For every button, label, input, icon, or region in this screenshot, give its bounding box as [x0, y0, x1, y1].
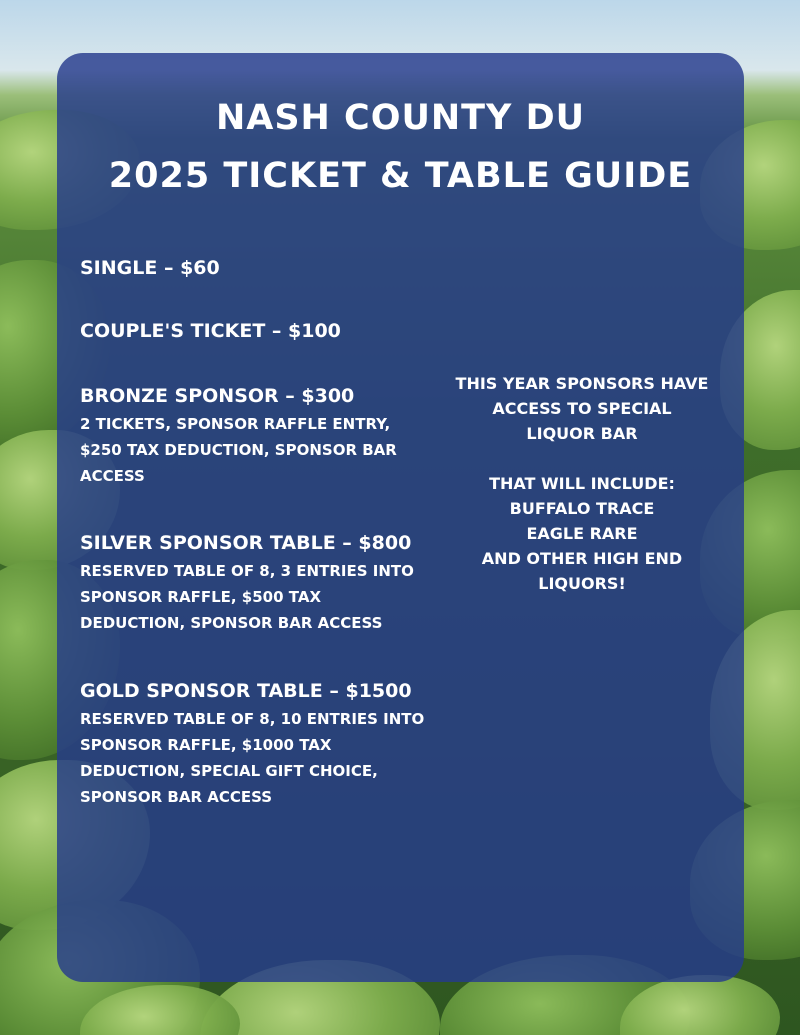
tier-name: BRONZE SPONSOR – $300: [80, 385, 355, 407]
tier-silver-sponsor-table: [80, 530, 430, 636]
sponsor-bar-intro: [442, 371, 722, 446]
tier-couples-ticket: [80, 318, 430, 344]
note-line: THIS YEAR SPONSORS HAVE: [455, 374, 709, 393]
tier-name: COUPLE'S TICKET – $100: [80, 320, 341, 342]
note-line: AND OTHER HIGH END: [481, 549, 683, 568]
tier-description: 2 TICKETS, SPONSOR RAFFLE ENTRY, $250 TAX DEDUCTION, SPONSOR BAR ACCESS: [80, 415, 397, 485]
liquor-list: [442, 471, 722, 596]
tier-description: RESERVED TABLE OF 8, 3 ENTRIES INTO SPONSOR RAFFLE, $500 TAX DEDUCTION, SPONSOR BAR ACCESS: [80, 562, 414, 632]
sponsor-bar-note: [442, 371, 722, 596]
page-title: [57, 89, 744, 205]
note-line: LIQUORS!: [538, 574, 626, 593]
ticket-guide-panel: [57, 53, 744, 982]
title-line-2: 2025 TICKET & TABLE GUIDE: [108, 156, 693, 196]
tier-name: GOLD SPONSOR TABLE – $1500: [80, 680, 412, 702]
tier-description: RESERVED TABLE OF 8, 10 ENTRIES INTO SPONSOR RAFFLE, $1000 TAX DEDUCTION, SPECIAL GIFT CHOICE, SPONSOR BAR ACCESS: [80, 710, 425, 806]
tier-name: SINGLE – $60: [80, 257, 220, 279]
note-line: THAT WILL INCLUDE:: [489, 474, 675, 493]
note-line: LIQUOR BAR: [526, 424, 638, 443]
liquor-item: BUFFALO TRACE: [509, 499, 655, 518]
tier-gold-sponsor-table: [80, 678, 430, 810]
title-line-1: NASH COUNTY DU: [215, 98, 586, 138]
liquor-item: EAGLE RARE: [526, 524, 638, 543]
tier-name: SILVER SPONSOR TABLE – $800: [80, 532, 412, 554]
tier-bronze-sponsor: [80, 383, 430, 489]
note-line: ACCESS TO SPECIAL: [492, 399, 672, 418]
tier-single: [80, 255, 430, 281]
